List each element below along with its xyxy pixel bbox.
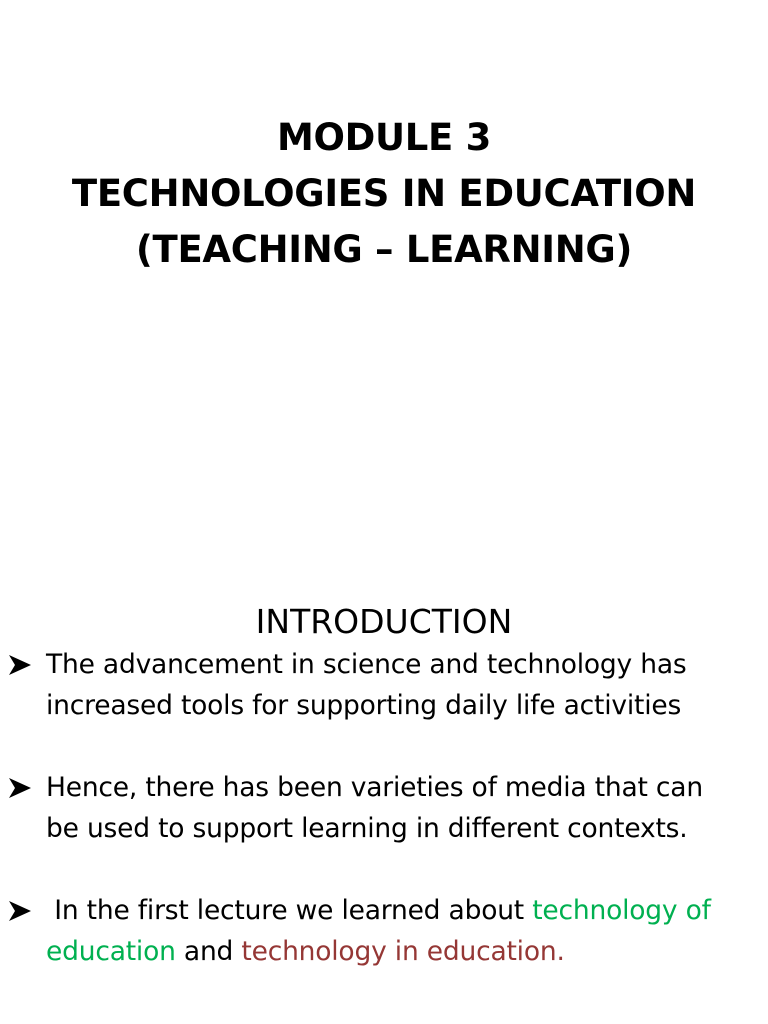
term-technology-of-education: technology of education [46,895,719,967]
title-module: MODULE 3 [276,116,492,159]
bullet-list [8,644,760,1013]
bullet-text-prefix: In the first lecture we learned about [46,895,533,926]
title-subtopic: (TEACHING – LEARNING) [135,228,633,271]
bullet-text-connector: and [175,936,242,967]
bullet-text-line: increased tools for supporting daily life activities [46,690,682,721]
introduction-heading: INTRODUCTION [255,602,513,641]
bullet-text [46,772,703,844]
arrowhead-bullet-icon [8,653,32,677]
bullet-text-line: Hence, there has been varieties of media that can [46,772,703,803]
bullet-text [46,649,687,721]
slide-title [0,110,768,278]
bullet-text-line: be used to support learning in different contexts. [46,813,688,844]
arrowhead-bullet-icon [8,899,32,923]
title-topic: TECHNOLOGIES IN EDUCATION [71,172,697,215]
bullet-item [8,644,760,726]
bullet-item [8,767,760,849]
arrowhead-bullet-icon [8,776,32,800]
bullet-item [8,890,760,972]
bullet-text-line: The advancement in science and technology has [46,649,687,680]
term-technology-in-education: technology in education. [241,936,565,967]
bullet-text [46,895,719,967]
